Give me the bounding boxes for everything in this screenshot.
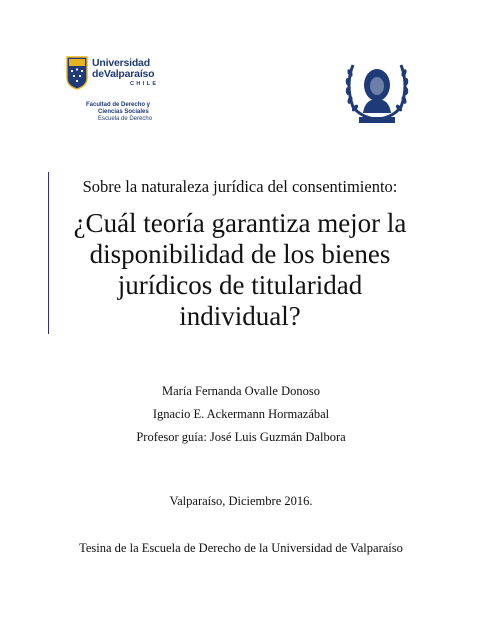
authors-block: [0, 380, 482, 449]
faculty-seal-icon: [341, 55, 413, 127]
main-title-line: individual?: [179, 301, 301, 331]
university-name-line2: deValparaíso: [92, 68, 155, 80]
university-logo: [66, 54, 176, 134]
title-rule: [48, 172, 49, 334]
faculty-line2: Ciencias Sociales: [98, 109, 149, 115]
date-line: Valparaíso, Diciembre 2016.: [169, 494, 313, 508]
author-name: María Fernanda Ovalle Donoso: [162, 384, 320, 398]
university-shield-icon: [66, 56, 88, 90]
footer-line: Tesina de la Escuela de Derecho de la Universidad de Valparaíso: [79, 541, 403, 555]
advisor-name: Profesor guía: José Luis Guzmán Dalbora: [136, 430, 346, 444]
faculty-line1: Facultad de Derecho y: [86, 102, 151, 108]
faculty-label: [86, 102, 152, 123]
main-title-line: ¿Cuál teoría garantiza mejor la: [73, 208, 407, 238]
title-block: [50, 176, 430, 332]
main-title-line: disponibilidad de los bienes: [89, 239, 391, 269]
university-country: CHILE: [130, 81, 159, 87]
author-name: Ignacio E. Ackermann Hormazábal: [152, 407, 330, 421]
university-name-line1: Universidad: [92, 57, 150, 69]
main-title: [50, 208, 430, 332]
pre-title: Sobre la naturaleza jurídica del consentimiento:: [82, 177, 398, 196]
school-line: Escuela de Derecho: [98, 116, 153, 122]
university-wordmark: [92, 58, 159, 88]
main-title-line: jurídicos de titularidad: [117, 270, 363, 300]
